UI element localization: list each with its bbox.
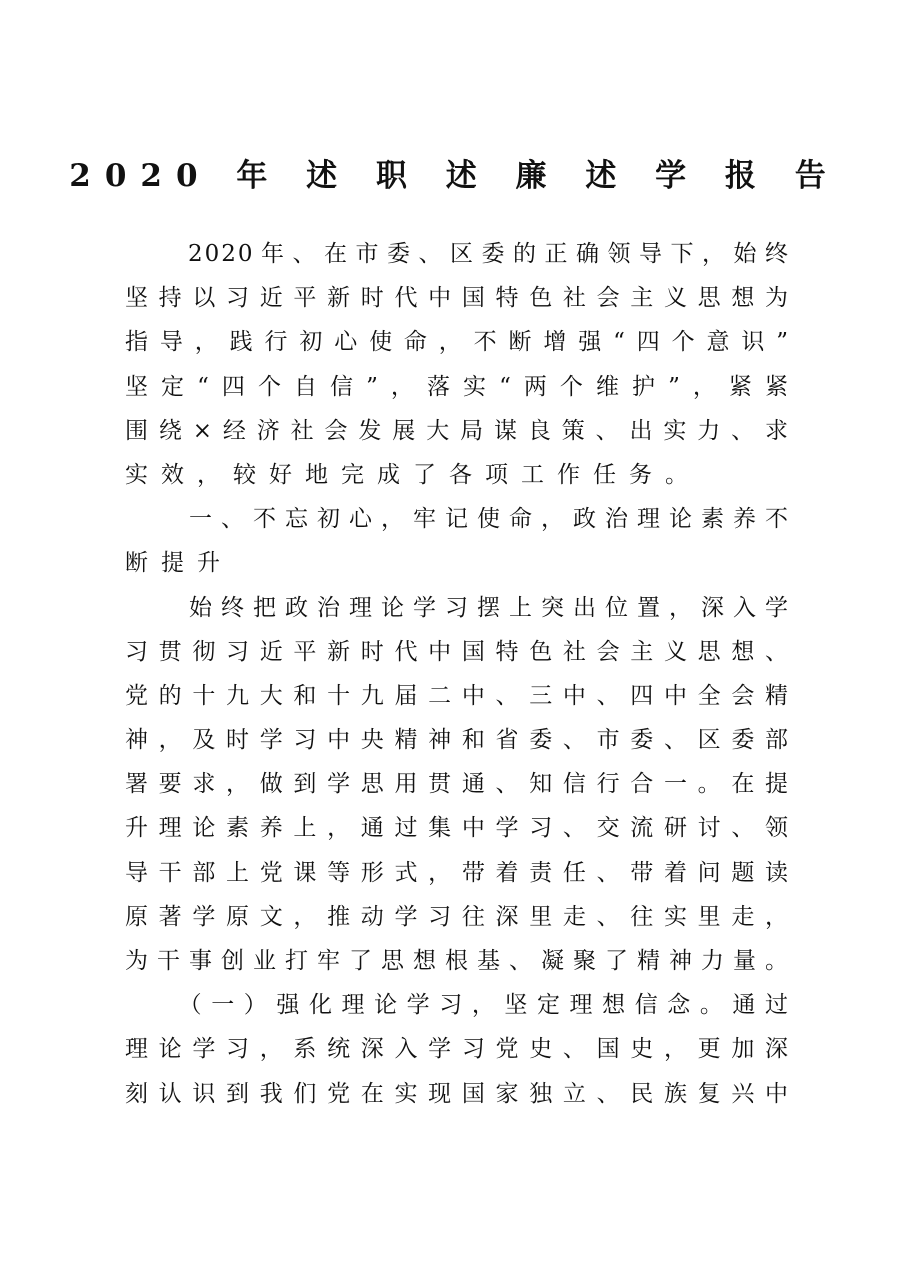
text-line: 一、不忘初心，牢记使命，政治理论素养不 (125, 506, 790, 533)
text-line: 升理论素养上，通过集中学习、交流研讨、领 (125, 815, 790, 842)
text-line: 断提升 (125, 550, 233, 577)
document-body (125, 232, 790, 1116)
text-line: 理论学习，系统深入学习党史、国史，更加深 (125, 1036, 790, 1063)
text-line: 神，及时学习中央精神和省委、市委、区委部 (125, 727, 790, 754)
text-line: 导干部上党课等形式，带着责任、带着问题读 (125, 859, 790, 886)
text-line: 刻认识到我们党在实现国家独立、民族复兴中 (125, 1080, 790, 1107)
paragraph-theory-study (125, 586, 790, 984)
text-line: 2020年、在市委、区委的正确领导下，始终 (125, 241, 790, 267)
text-line: 原著学原文，推动学习往深里走、往实里走， (125, 903, 790, 930)
paragraph-subsection-1 (125, 983, 790, 1116)
section-heading-1 (125, 497, 790, 585)
text-line: 习贯彻习近平新时代中国特色社会主义思想、 (125, 638, 790, 665)
text-line: 坚定“四个自信”，落实“两个维护”，紧紧 (125, 373, 790, 400)
text-line: 署要求，做到学思用贯通、知信行合一。在提 (125, 771, 790, 798)
text-line: 指导，践行初心使命，不断增强“四个意识” (125, 329, 790, 356)
text-line: 党的十九大和十九届二中、三中、四中全会精 (125, 682, 790, 709)
text-line: 为干事创业打牢了思想根基、凝聚了精神力量。 (125, 948, 790, 974)
text-line: 始终把政治理论学习摆上突出位置，深入学 (125, 594, 790, 621)
text-line: 坚持以习近平新时代中国特色社会主义思想为 (125, 285, 790, 312)
document-title: 2020 年 述 职 述 廉 述 学 报 告 (69, 158, 840, 194)
text-line: （一）强化理论学习，坚定理想信念。通过 (125, 992, 790, 1019)
text-line: 围绕×经济社会发展大局谋良策、出实力、求 (125, 417, 790, 444)
paragraph-intro (125, 232, 790, 497)
text-line: 实效，较好地完成了各项工作任务。 (125, 461, 701, 488)
